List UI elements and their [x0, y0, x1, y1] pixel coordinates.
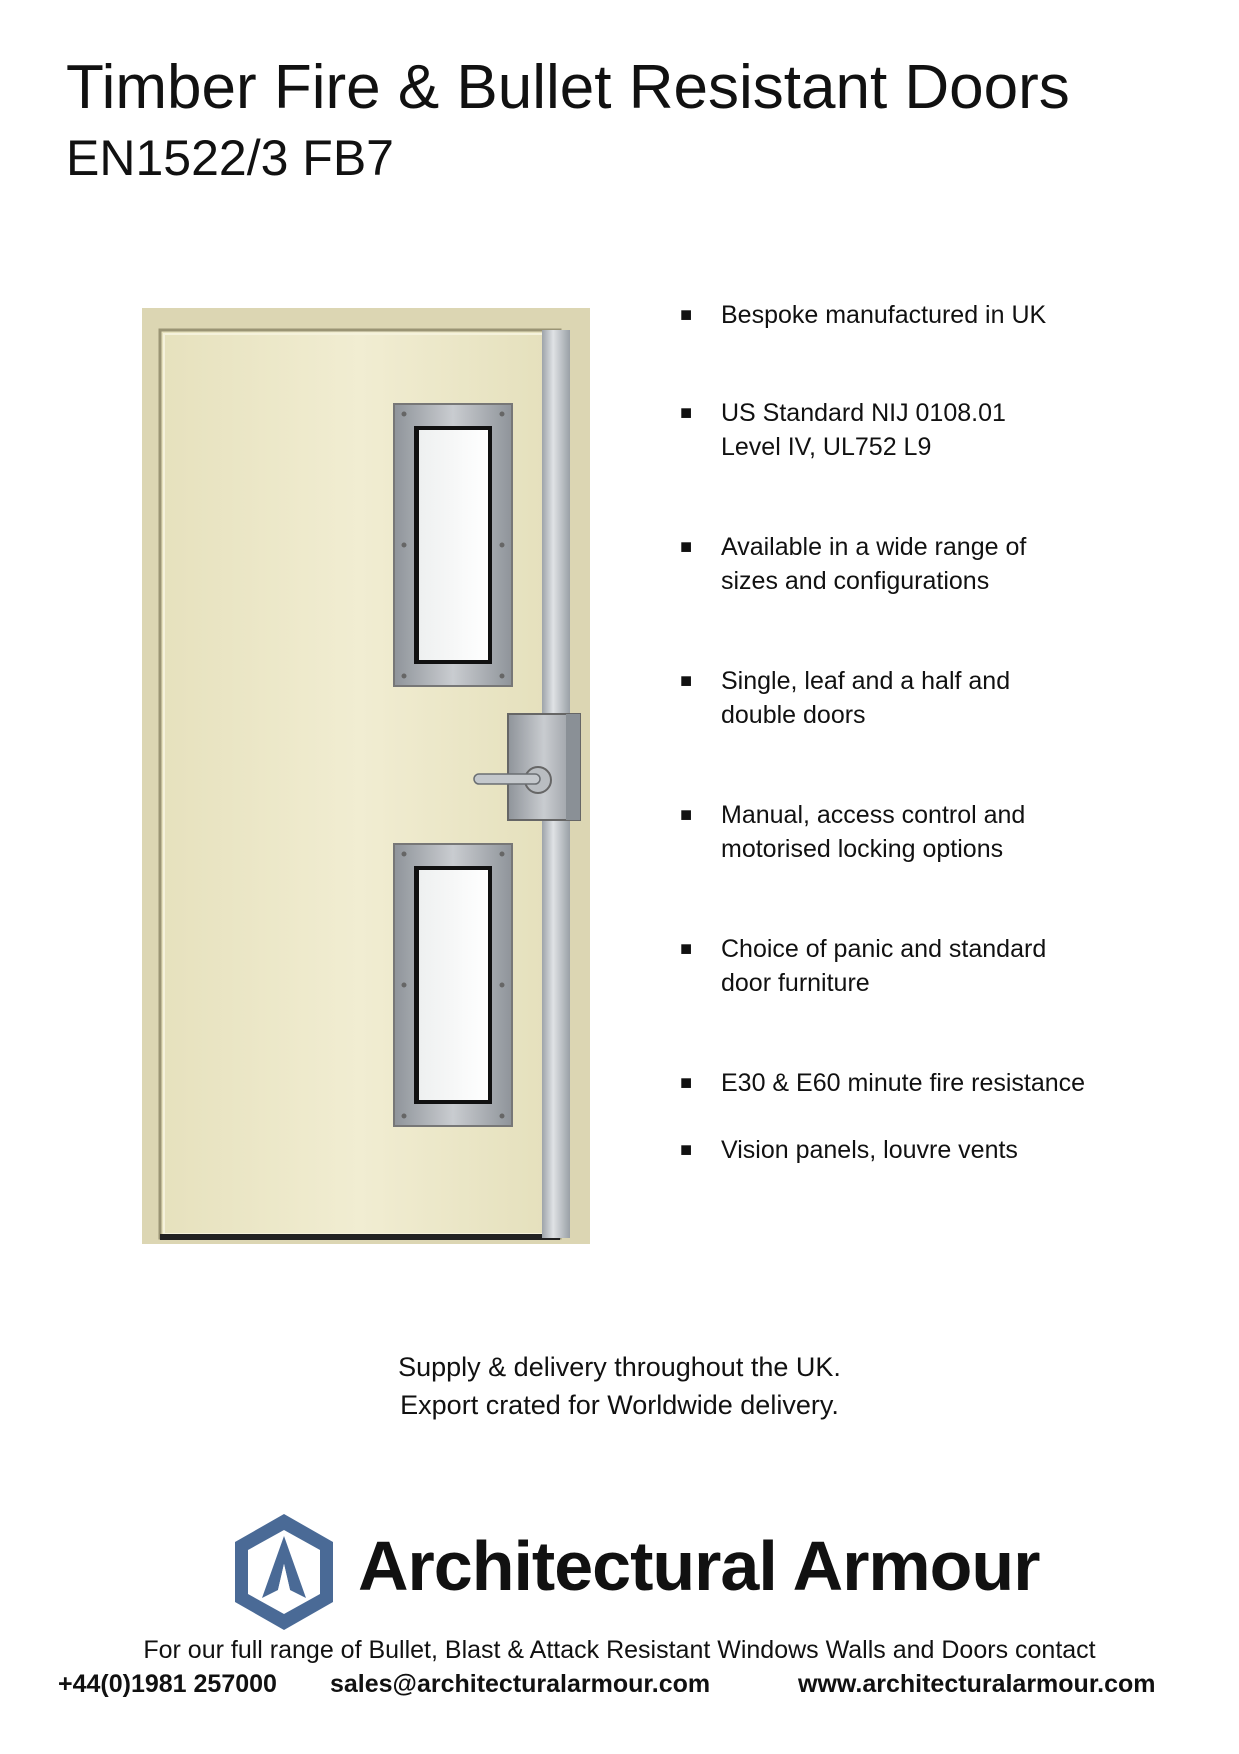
bullet-icon: ■ — [680, 1072, 693, 1094]
vision-panel-lower — [394, 844, 512, 1126]
supply-note — [0, 1348, 1239, 1424]
feature-text: Manual, access control and motorised locking options — [721, 801, 1026, 863]
bullet-icon: ■ — [680, 1139, 693, 1161]
bullet-icon: ■ — [680, 804, 693, 826]
bullet-icon: ■ — [680, 670, 693, 692]
supply-line: Supply & delivery throughout the UK. — [398, 1352, 841, 1382]
feature-text: Single, leaf and a half and double doors — [721, 667, 1011, 729]
website-link[interactable]: www.architecturalarmour.com — [798, 1670, 1156, 1698]
feature-text: E30 & E60 minute fire resistance — [721, 1069, 1086, 1097]
lock-case — [508, 714, 580, 820]
feature-text: US Standard NIJ 0108.01 Level IV, UL752 L9 — [721, 399, 1006, 461]
vision-panel-upper — [394, 404, 512, 686]
contact-intro: For our full range of Bullet, Blast & Attack Resistant Windows Walls and Doors contact — [143, 1636, 1096, 1664]
bullet-icon: ■ — [680, 938, 693, 960]
bullet-icon: ■ — [680, 402, 693, 424]
feature-text: Available in a wide range of sizes and configurations — [721, 533, 1027, 595]
contact-email-link[interactable]: sales@architecturalarmour.com — [330, 1670, 711, 1698]
hexagon-a-logo-icon — [232, 1512, 336, 1632]
feature-text: Bespoke manufactured in UK — [721, 301, 1047, 329]
page-subtitle: EN1522/3 FB7 — [66, 130, 394, 186]
brand-name: Architectural Armour — [358, 1527, 1040, 1605]
door-illustration — [142, 308, 590, 1244]
page-title: Timber Fire & Bullet Resistant Doors — [66, 53, 1070, 122]
bullet-icon: ■ — [680, 536, 693, 558]
export-line: Export crated for Worldwide delivery. — [400, 1390, 839, 1420]
bullet-icon: ■ — [680, 304, 693, 326]
feature-text: Vision panels, louvre vents — [721, 1136, 1018, 1164]
contact-phone-link[interactable]: +44(0)1981 257000 — [58, 1670, 277, 1698]
feature-text: Choice of panic and standard door furniture — [721, 935, 1047, 997]
